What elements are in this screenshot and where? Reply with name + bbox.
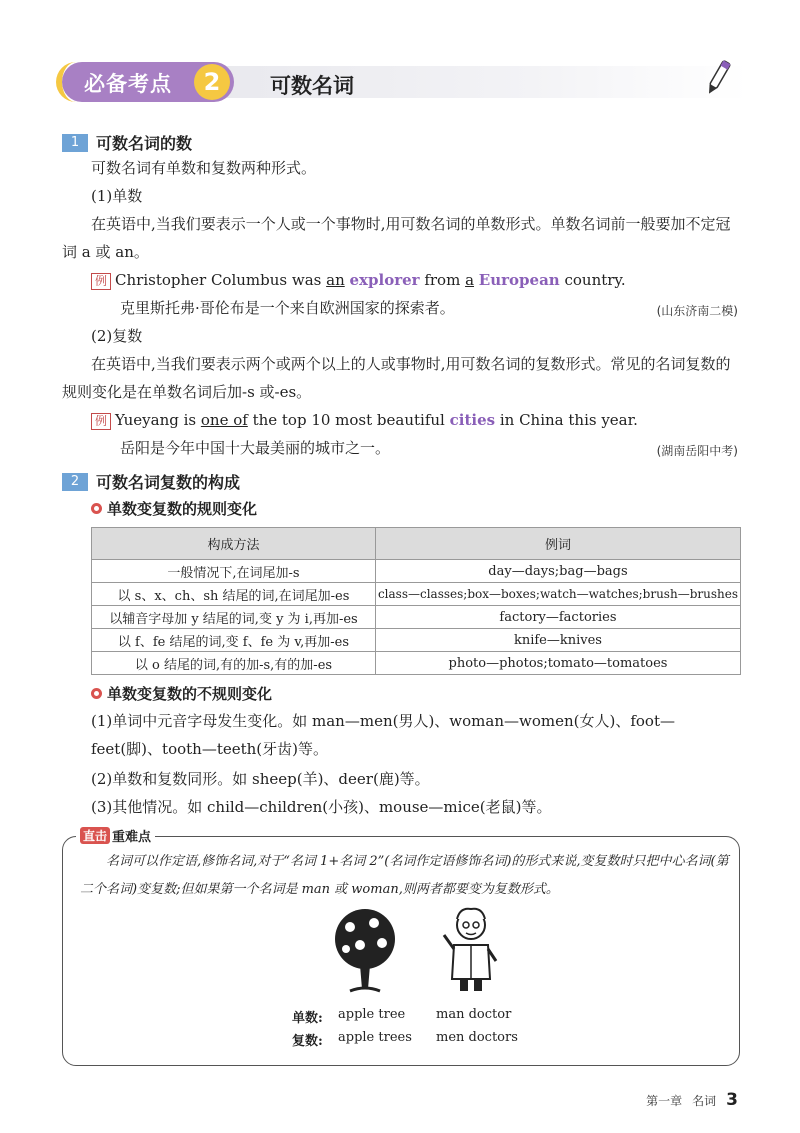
table-cell: 以 f、fe 结尾的词,变 f、fe 为 v,再加-es (92, 629, 376, 652)
table-cell: 以 o 结尾的词,有的加-s,有的加-es (92, 652, 376, 675)
subheading-regular (91, 498, 257, 519)
intro-text: 可数名词有单数和复数两种形式。 (91, 159, 317, 177)
chapter-header (62, 62, 738, 102)
singular-label: (1)单数 (91, 187, 143, 205)
topic-badge (62, 62, 234, 102)
badge-number: 2 (194, 64, 230, 100)
footer-section: 名词 (692, 1094, 717, 1108)
table-row (92, 560, 741, 583)
caption-singular-label: 单数: (292, 1011, 323, 1026)
column-header: 例词 (375, 528, 740, 560)
tip-label-a: 直击 (80, 827, 110, 844)
tip-label (76, 826, 155, 845)
subheading-irregular (91, 683, 272, 704)
page-number: 3 (726, 1090, 738, 1110)
example-1-source: (山东济南二模) (656, 304, 738, 318)
caption-doctor-singular: man doctor (436, 1007, 512, 1022)
section-title: 可数名词的数 (96, 134, 193, 153)
badge-cap (56, 62, 82, 102)
ex-text: Christopher Columbus was (115, 271, 327, 289)
ex-text: from (419, 271, 466, 289)
caption-doctor-plural: men doctors (436, 1030, 518, 1045)
table-cell: day—days;bag—bags (375, 560, 740, 583)
example-2-source: (湖南岳阳中考) (656, 444, 738, 458)
ex-underline: a (465, 271, 475, 289)
table-cell: class—classes;box—boxes;watch—watches;brush—brushes (375, 583, 740, 606)
irregular-rule-3: (3)其他情况。如 child—children(小孩)、mouse—mice(老鼠)等。 (91, 798, 552, 816)
table-cell: 以辅音字母加 y 结尾的词,变 y 为 i,再加-es (92, 606, 376, 629)
example-1 (91, 270, 626, 290)
table-header-row (92, 528, 741, 560)
table-cell: 一般情况下,在词尾加-s (92, 560, 376, 583)
bullet-icon (91, 688, 102, 699)
badge-text: 必备考点 (84, 72, 172, 96)
ex-text: the top 10 most beautiful (247, 411, 450, 429)
table-cell: factory—factories (375, 606, 740, 629)
example-2 (91, 410, 638, 430)
pen-icon (704, 58, 732, 98)
ex-text: Yueyang is (115, 411, 201, 429)
example-2-translation: 岳阳是今年中国十大最美丽的城市之一。 (120, 439, 391, 457)
page-footer (646, 1090, 738, 1110)
table-cell: photo—photos;tomato—tomatoes (375, 652, 740, 675)
table-row (92, 652, 741, 675)
table-cell: 以 s、x、ch、sh 结尾的词,在词尾加-es (92, 583, 376, 606)
example-tag: 例 (91, 273, 111, 290)
table-row (92, 606, 741, 629)
irregular-rule-2: (2)单数和复数同形。如 sheep(羊)、deer(鹿)等。 (91, 770, 430, 788)
tip-label-b: 重难点 (112, 830, 152, 845)
plural-text: 在英语中,当我们要表示两个或两个以上的人或事物时,用可数名词的复数形式。常见的名词复数的规则变化是在单数名词后加-s 或-es。 (62, 355, 731, 401)
ex-highlight: explorer (349, 271, 420, 289)
ex-underline: an (326, 271, 345, 289)
caption-plural-label: 复数: (292, 1034, 323, 1049)
subheading-text: 单数变复数的不规则变化 (107, 685, 273, 703)
section-title: 可数名词复数的构成 (96, 473, 241, 492)
tip-text: 名词可以作定语,修饰名词,对于“名词 1+名词 2”(名词作定语修饰名词)的形式来说,变复数时只把中心名词(第二个名词)变复数;但如果第一个名词是 man 或 woman,则两者都要变为复数形式。 (80, 854, 729, 897)
example-1-translation: 克里斯托弗·哥伦布是一个来自欧洲国家的探索者。 (120, 299, 455, 317)
footer-chapter: 第一章 (646, 1094, 683, 1108)
irregular-rule-1: (1)单词中元音字母发生变化。如 man—men(男人)、woman—women(女人)、foot—feet(脚)、tooth—teeth(牙齿)等。 (91, 712, 675, 758)
table-row (92, 629, 741, 652)
section-heading-1 (62, 131, 192, 154)
table-row (92, 583, 741, 606)
ex-underline: one of (200, 411, 248, 429)
bullet-icon (91, 503, 102, 514)
singular-text: 在英语中,当我们要表示一个人或一个事物时,用可数名词的单数形式。单数名词前一般要加不定冠词 a 或 an。 (62, 215, 731, 261)
plural-label: (2)复数 (91, 327, 143, 345)
plural-rules-table (91, 527, 741, 675)
column-header: 构成方法 (92, 528, 376, 560)
example-tag: 例 (91, 413, 111, 430)
section-heading-2 (62, 470, 240, 493)
caption-apple-singular: apple tree (338, 1007, 406, 1022)
caption-apple-plural: apple trees (338, 1030, 412, 1045)
ex-text: in China this year. (495, 411, 638, 429)
section-number: 1 (62, 134, 88, 152)
table-cell: knife—knives (375, 629, 740, 652)
ex-highlight: European (478, 271, 560, 289)
ex-text: country. (559, 271, 626, 289)
ex-highlight: cities (449, 411, 496, 429)
apple-tree-icon (330, 905, 400, 995)
subheading-text: 单数变复数的规则变化 (107, 500, 258, 518)
page-title: 可数名词 (270, 74, 354, 98)
section-number: 2 (62, 473, 88, 491)
doctor-icon (440, 905, 502, 995)
